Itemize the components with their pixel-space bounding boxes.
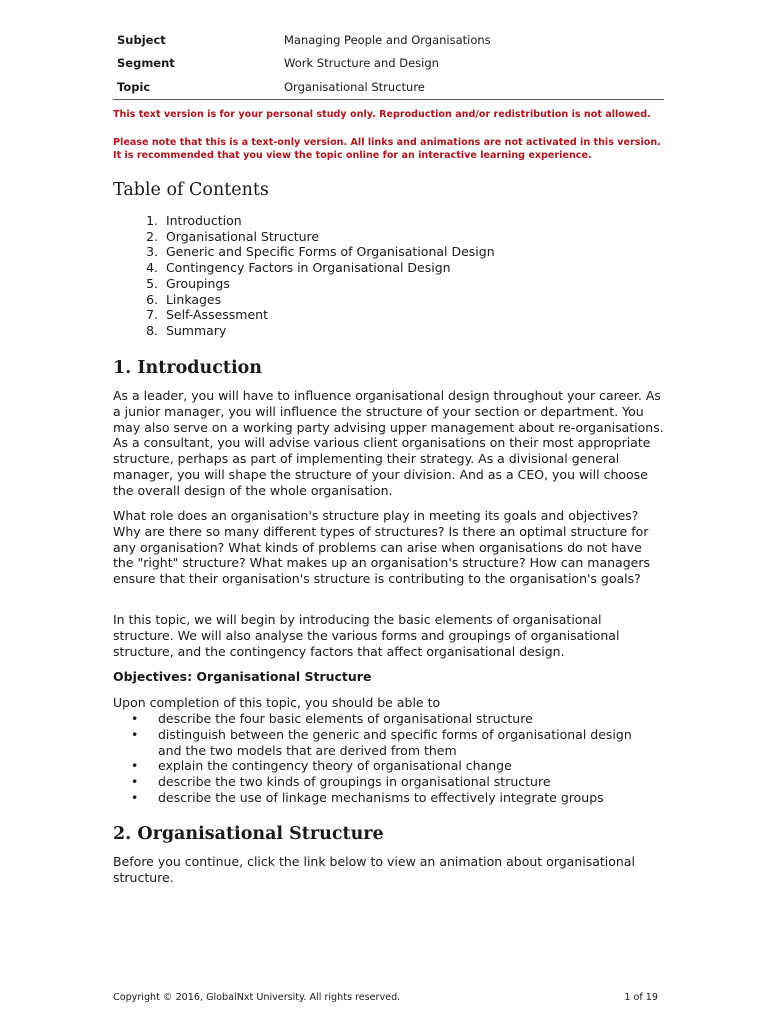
toc-item-number: 1.	[146, 213, 158, 228]
introduction-paragraph-3: In this topic, we will begin by introducing the basic elements of organisational structure. We will also analyse the various forms and groupings of organisational structure, and the contingency factors that affect organisational design.	[113, 612, 620, 659]
toc-item[interactable]	[113, 213, 495, 229]
toc-item-label: Organisational Structure	[165, 228, 320, 244]
introduction-paragraph-1: As a leader, you will have to influence organisational design throughout your career. As a junior manager, you will influence the structure of your section or department. You may also serve on a working party advising upper management about re-organisations. As a consultant, you will advise various client organisations on their most appropriate structure, perhaps as part of implementing their strategy. As a divisional general manager, you will shape the structure of your division. And as a CEO, you will choose the overall design of the whole organisation.	[113, 388, 664, 498]
toc-item-number: 3.	[146, 244, 158, 260]
table-of-contents	[113, 213, 495, 339]
objectives-heading: Objectives: Organisational Structure	[113, 669, 372, 684]
toc-item[interactable]	[113, 260, 495, 276]
list-item	[113, 758, 664, 774]
page-footer	[113, 992, 658, 1003]
toc-item[interactable]	[113, 276, 495, 292]
bullet-icon: •	[131, 711, 139, 726]
copyright-text: Copyright © 2016, GlobalNxt University. All rights reserved.	[113, 992, 401, 1003]
bullet-icon: •	[131, 789, 139, 805]
objective-text: explain the contingency theory of organisational change	[158, 758, 512, 774]
list-item	[113, 727, 664, 759]
toc-item-number: 7.	[146, 307, 158, 323]
toc-item-label: Linkages	[165, 291, 222, 307]
toc-item-number: 5.	[146, 275, 158, 291]
toc-item-label: Groupings	[165, 275, 230, 291]
text-only-notice-line2: It is recommended that you view the topic online for an interactive learning experience.	[113, 150, 592, 161]
toc-item-number: 2.	[146, 228, 158, 244]
toc-item[interactable]	[113, 244, 495, 260]
toc-item-label: Introduction	[165, 213, 242, 228]
bullet-icon: •	[131, 774, 139, 789]
meta-key: Topic	[117, 79, 151, 94]
toc-item-label: Contingency Factors in Organisational Design	[165, 260, 451, 276]
meta-key: Segment	[117, 56, 175, 71]
text-only-notice-line1: Please note that this is a text-only version. All links and animations are not activated in this version.	[113, 137, 661, 148]
toc-item-number: 6.	[146, 291, 158, 307]
organisational-structure-paragraph-1: Before you continue, click the link below to view an animation about organisational structure.	[113, 854, 635, 885]
personal-use-notice: This text version is for your personal study only. Reproduction and/or redistribution is not allowed.	[113, 109, 651, 120]
introduction-heading: 1. Introduction	[113, 358, 262, 378]
organisational-structure-heading: 2. Organisational Structure	[113, 824, 384, 844]
toc-item[interactable]	[113, 323, 495, 339]
objective-text: describe the two kinds of groupings in organisational structure	[158, 774, 551, 789]
meta-row-subject	[113, 28, 664, 52]
meta-key: Subject	[117, 32, 166, 47]
objective-text: distinguish between the generic and specific forms of organisational design and the two models that are derived from them	[158, 726, 632, 758]
objective-text: describe the use of linkage mechanisms to effectively integrate groups	[158, 789, 604, 805]
toc-item[interactable]	[113, 229, 495, 245]
toc-item-label: Summary	[165, 322, 227, 338]
toc-item-label: Generic and Specific Forms of Organisational Design	[165, 244, 495, 260]
meta-table	[113, 28, 664, 100]
list-item	[113, 711, 664, 727]
bullet-icon: •	[131, 726, 139, 742]
meta-row-segment	[113, 52, 664, 76]
toc-item-number: 8.	[146, 322, 158, 338]
objectives-list	[113, 711, 664, 806]
toc-title: Table of Contents	[113, 180, 269, 200]
bullet-icon: •	[131, 758, 139, 774]
meta-value: Organisational Structure	[284, 79, 425, 94]
meta-value: Work Structure and Design	[284, 56, 439, 71]
text-only-notice	[113, 136, 664, 162]
toc-item-number: 4.	[146, 260, 158, 276]
meta-value: Managing People and Organisations	[284, 32, 491, 47]
toc-item[interactable]	[113, 307, 495, 323]
objectives-intro: Upon completion of this topic, you should be able to	[113, 695, 441, 710]
toc-item[interactable]	[113, 292, 495, 308]
list-item	[113, 790, 664, 806]
introduction-paragraph-2: What role does an organisation's structure play in meeting its goals and objectives? Why are there so many different types of structures? Is there an optimal structure for any organisation? What kinds of problems can arise when organisations do not have the "right" structure? What makes up an organisation's structure? How can managers ensure that their organisation's structure is contributing to the organisation's goals?	[113, 508, 650, 586]
list-item	[113, 774, 664, 790]
toc-item-label: Self-Assessment	[165, 307, 268, 323]
page-number: 1 of 19	[624, 992, 658, 1003]
objective-text: describe the four basic elements of organisational structure	[158, 711, 533, 726]
meta-row-topic	[113, 75, 664, 99]
